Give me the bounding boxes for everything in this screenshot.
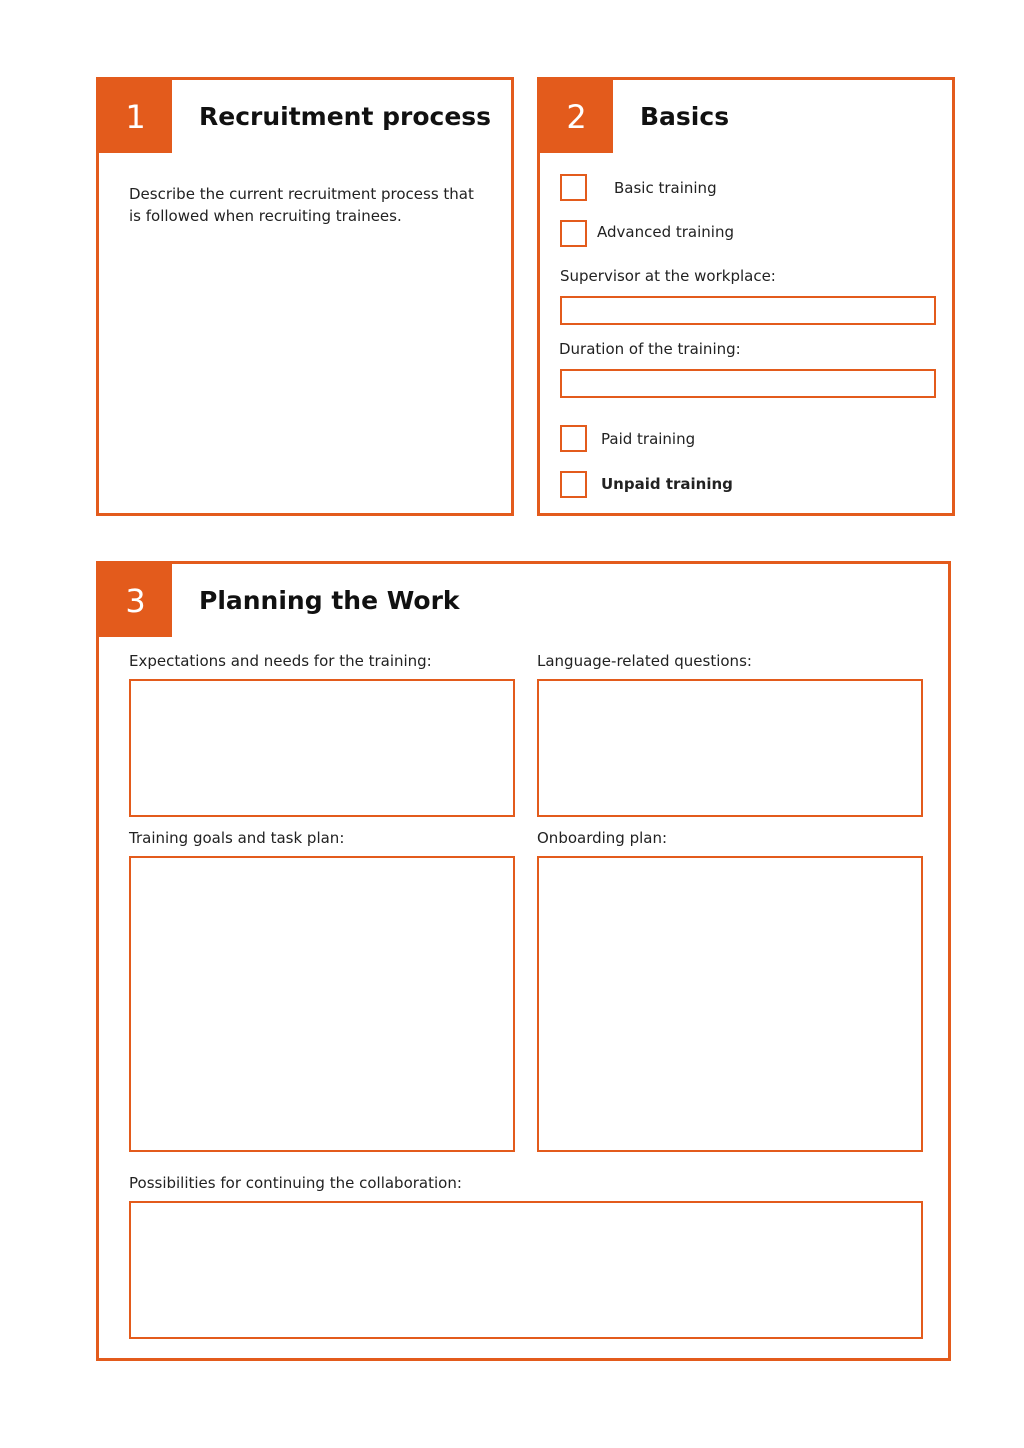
unpaid-training-checkbox[interactable] [560,471,587,498]
paid-training-label: Paid training [601,430,696,448]
recruitment-description: Describe the current recruitment process that is followed when recruiting trainees. [129,185,474,225]
continuation-label: Possibilities for continuing the collaboration: [129,1174,462,1192]
section-title: Planning the Work [199,586,460,615]
goals-label: Training goals and task plan: [129,829,345,847]
onboarding-field[interactable] [537,856,923,1152]
paid-training-checkbox[interactable] [560,425,587,452]
duration-field[interactable] [560,369,936,398]
supervisor-field[interactable] [560,296,936,325]
supervisor-label: Supervisor at the workplace: [560,267,776,285]
goals-field[interactable] [129,856,515,1152]
expectations-field[interactable] [129,679,515,817]
planning-panel [96,561,951,1361]
section-title: Recruitment process [199,102,492,131]
advanced-training-checkbox[interactable] [560,220,587,247]
section-title: Basics [640,102,730,131]
section-number-badge: 2 [540,80,613,153]
section-number-badge: 1 [99,80,172,153]
section-number-badge: 3 [99,564,172,637]
advanced-training-label: Advanced training [597,223,734,241]
language-field[interactable] [537,679,923,817]
language-label: Language-related questions: [537,652,752,670]
continuation-field[interactable] [129,1201,923,1339]
basics-panel [537,77,955,516]
basic-training-checkbox[interactable] [560,174,587,201]
basic-training-label: Basic training [614,179,717,197]
unpaid-training-label: Unpaid training [601,475,733,493]
recruitment-process-panel [96,77,514,516]
expectations-label: Expectations and needs for the training: [129,652,432,670]
onboarding-label: Onboarding plan: [537,829,668,847]
duration-label: Duration of the training: [559,340,741,358]
